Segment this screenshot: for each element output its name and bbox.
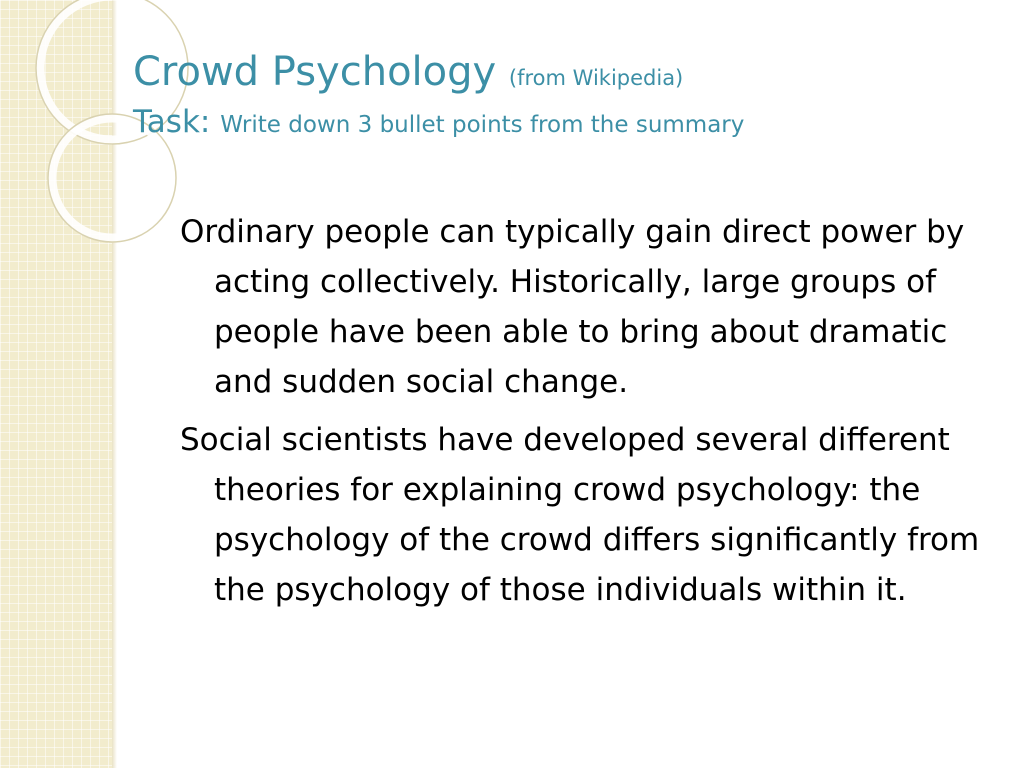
- task-label: Task:: [133, 104, 211, 140]
- paragraph-2: Social scientists have developed several different theories for explaining crowd psychology: the psychology of the crowd differs significantly from the psychology of those individuals within it.: [180, 422, 980, 608]
- body-text: [180, 207, 995, 623]
- title-source: (from Wikipedia): [508, 66, 684, 90]
- title-line-1: [133, 48, 1003, 102]
- task-text: Write down 3 bullet points from the summary: [220, 112, 745, 138]
- paragraph-1: Ordinary people can typically gain direct power by acting collectively. Historically, large groups of people have been able to bring about dramatic and sudden social change.: [180, 214, 965, 400]
- title-line-2: [133, 102, 1003, 145]
- slide-title: [133, 48, 1003, 145]
- title-main: Crowd Psychology: [133, 49, 497, 95]
